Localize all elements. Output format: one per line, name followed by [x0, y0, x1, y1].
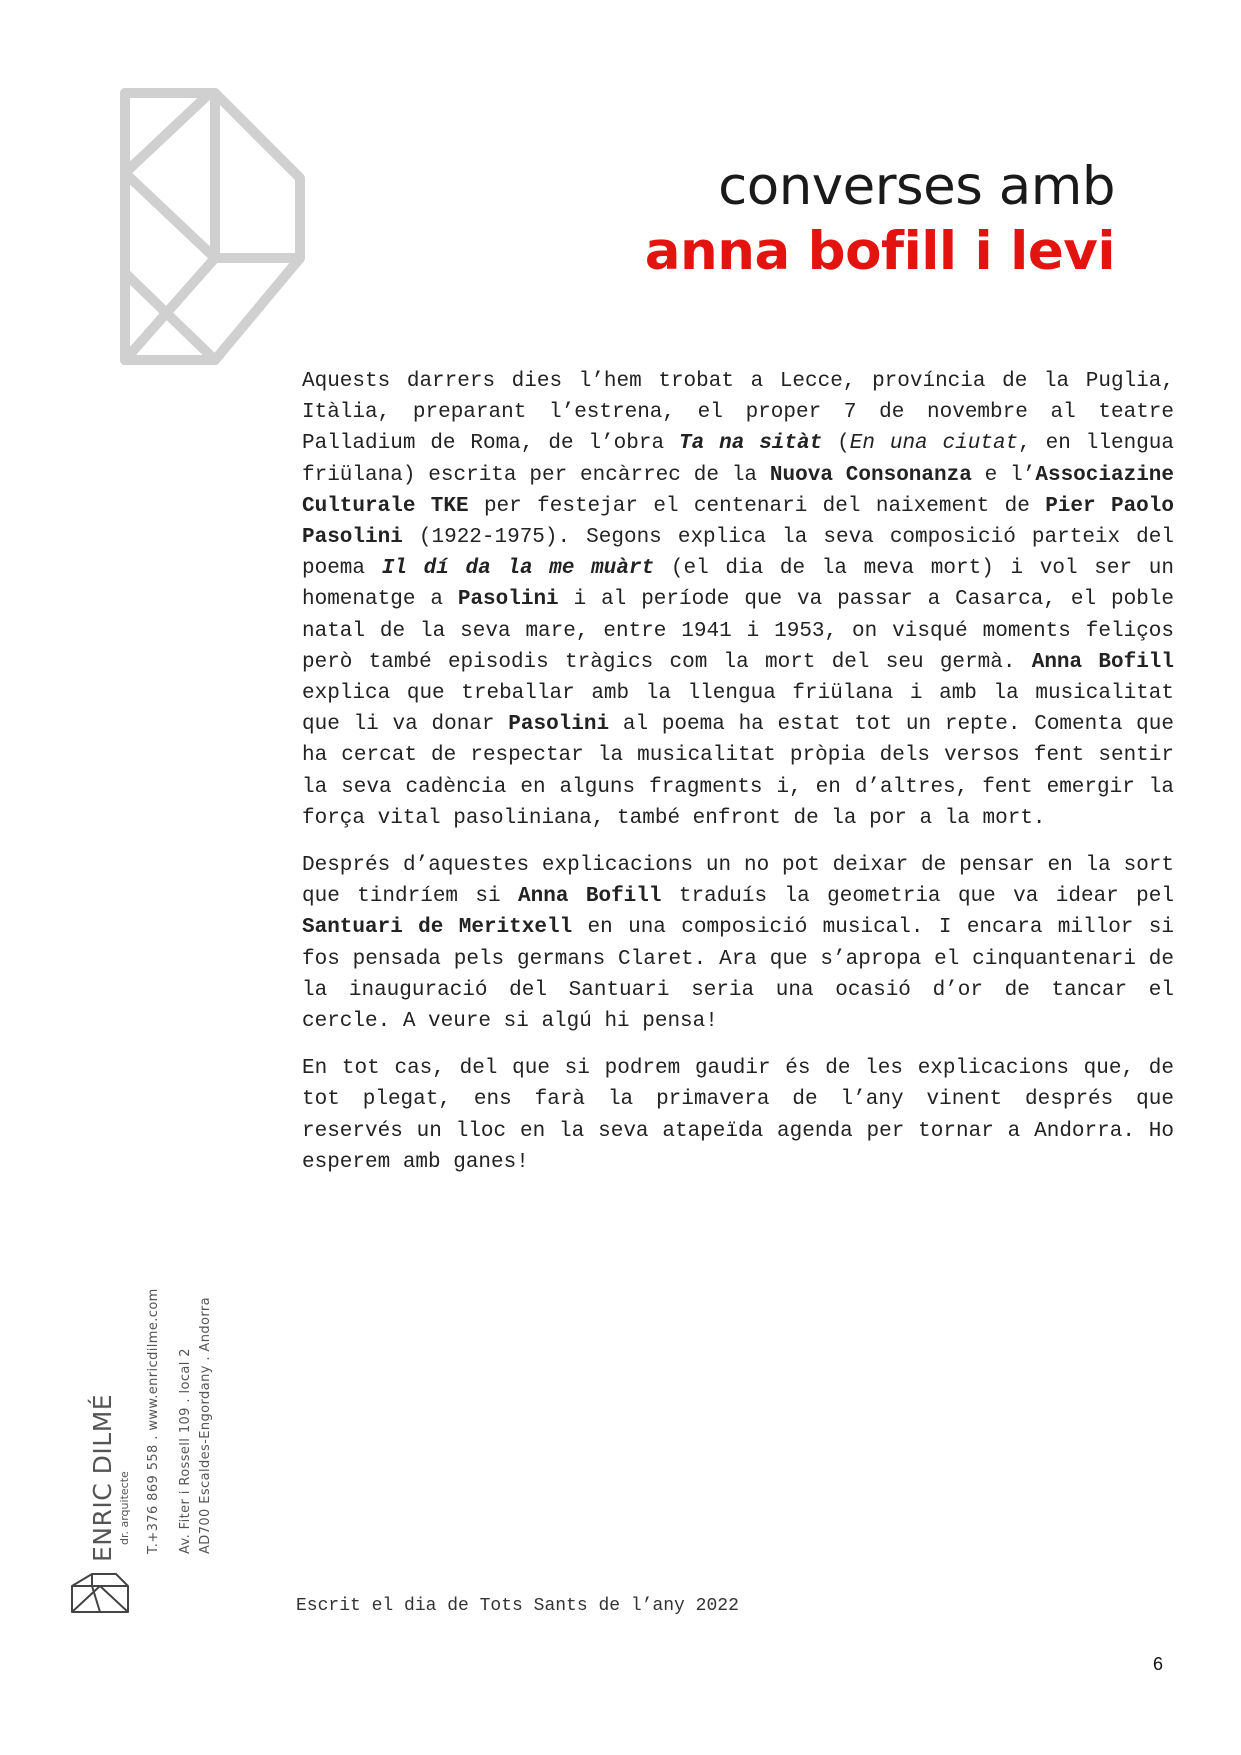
page-number: 6 [1152, 1654, 1163, 1674]
text-run: (el dia de la meva mort) i vol ser un homenatge a [302, 557, 1174, 612]
text-run: Pier Paolo Pasolini [302, 494, 1174, 550]
text-run: Nuova Consonanza [769, 463, 972, 487]
text-run: Després d’aquestes explicacions un no pot deixar de pensar en la sort que tindríem si [302, 854, 1174, 909]
text-run: (1922-1975). Segons explica la seva composició parteix del poema [302, 526, 1174, 581]
company-role: dr. arquitecte [118, 1471, 131, 1545]
text-run: Il dí da la me muàrt [381, 557, 655, 581]
company-address-line-1: Av. Fiter i Rossell 109 . local 2 [178, 1348, 193, 1554]
text-run: i al període que va passar a Casarca, el poble natal de la seva mare, entre 1941 i 1953, on visqué moments feliços però també episodis tràgics com la mort del seu germà. [302, 588, 1175, 674]
text-run: Aquests darrers dies l’hem trobat a Lecce, província de la Puglia, Itàlia, preparant l’estrena, el proper 7 de novembre al teatre Palladium de Roma, de l’obra [302, 370, 1174, 456]
text-run: al poema ha estat tot un repte. Comenta que ha cercat de respectar la musicalitat pròpia dels versos fent sentir la seva cadència en alguns fragments i, en d’altres, fent emergir la força vital pasoliniana, també enfront de la por a la mort. [302, 713, 1174, 830]
text-run: en una composició musical. I encara millor si fos pensada pels germans Claret. Ara que s’apropa el cinquantenari de la inauguració del Santuari seria una ocasió d’or de tancar el cercle. A veure si algú hi pensa! [302, 916, 1174, 1034]
text-run: En tot cas, del que si podrem gaudir és de les explicacions que, de tot plegat, ens farà la primavera de l’any vinent després que reservés un lloc en la seva atapeïda agenda per tornar a Andorra. Ho esperem amb ganes! [302, 1057, 1174, 1174]
footer-note: Escrit el dia de Tots Sants de l’any 2022 [296, 1596, 739, 1616]
architect-logo-small-icon [70, 1572, 130, 1619]
text-run: ( [822, 432, 850, 456]
text-run: Santuari de Meritxell [302, 916, 573, 940]
title-line-1: converses amb [718, 156, 1115, 217]
text-run: traduís la geometria que va idear pel [661, 885, 1174, 909]
article-body [302, 366, 1174, 1194]
architect-logo-icon [120, 88, 310, 373]
title-line-2: anna bofill i levi [644, 220, 1115, 282]
text-run: per festejar el centenari del naixement de [468, 494, 1046, 518]
text-run: Associazine Culturale TKE [302, 463, 1174, 518]
company-contact: T.+376 869 558 . www.enricdilme.com [146, 1288, 161, 1554]
paragraph-1 [302, 366, 1174, 834]
text-run: Anna Bofill [1031, 650, 1175, 674]
text-run: Pasolini [457, 588, 559, 612]
company-name: ENRIC DILMÉ [88, 1393, 117, 1562]
paragraph-3 [302, 1053, 1174, 1178]
text-run: , en llengua friülana) escrita per encàrrec de la [302, 432, 1175, 487]
text-run: En una ciutat [849, 432, 1019, 456]
title-block [645, 155, 1115, 284]
text-run: Ta na sitàt [678, 432, 823, 456]
text-run: Anna Bofill [518, 885, 662, 909]
text-run: Pasolini [508, 713, 610, 737]
company-address-line-2: AD700 Escaldes-Engordany . Andorra [198, 1297, 213, 1554]
text-run: explica que treballar amb la llengua friülana i amb la musicalitat que li va donar [302, 682, 1174, 737]
text-run: e l’ [971, 463, 1036, 487]
paragraph-2 [302, 850, 1174, 1037]
